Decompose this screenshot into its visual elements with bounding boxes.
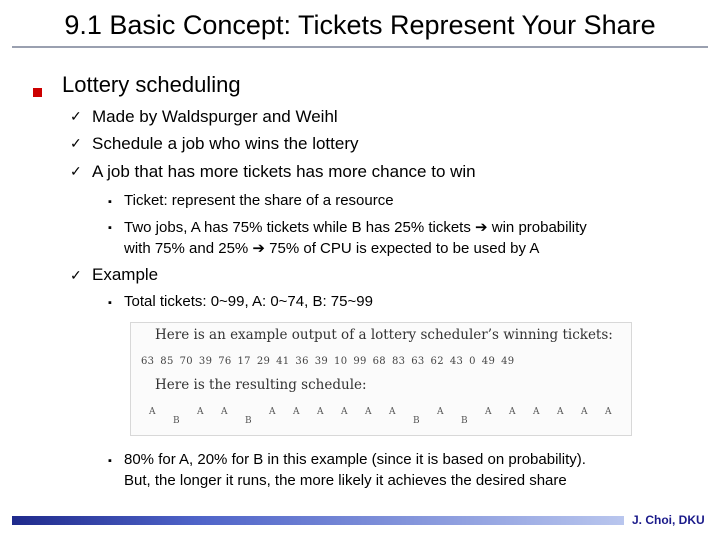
- checkmark-icon: ✓: [70, 108, 82, 124]
- example-label: Example: [92, 265, 159, 284]
- arrow-right-icon: ➔: [475, 219, 488, 236]
- schedule-slot: A: [221, 407, 228, 417]
- schedule-slot: A: [557, 407, 564, 417]
- title-underline: [12, 46, 708, 48]
- small-square-bullet-icon: ▪: [108, 196, 112, 208]
- figure-caption-schedule: Here is the resulting schedule:: [155, 377, 367, 393]
- schedule-slot: A: [197, 407, 204, 417]
- resulting-schedule: [141, 407, 621, 427]
- sub-point-ticket: Ticket: represent the share of a resource: [124, 192, 394, 209]
- schedule-slot: B: [173, 416, 180, 426]
- schedule-slot: B: [461, 416, 468, 426]
- schedule-slot: A: [509, 407, 516, 417]
- small-square-bullet-icon: ▪: [108, 222, 112, 234]
- lottery-example-figure: [130, 322, 632, 436]
- checkmark-icon: ✓: [70, 135, 82, 151]
- winning-ticket-numbers: 63 85 70 39 76 17 29 41 36 39 10 99 68 83 63 62 43 0 49 49: [141, 356, 515, 367]
- schedule-slot: A: [605, 407, 612, 417]
- schedule-slot: B: [413, 416, 420, 426]
- heading-lottery: Lottery scheduling: [62, 72, 241, 97]
- schedule-slot: A: [293, 407, 300, 417]
- schedule-slot: A: [581, 407, 588, 417]
- schedule-slot: A: [389, 407, 396, 417]
- footer-gradient-bar: [12, 516, 624, 525]
- square-bullet-icon: [33, 88, 42, 97]
- schedule-slot: A: [317, 407, 324, 417]
- small-square-bullet-icon: ▪: [108, 455, 112, 467]
- schedule-slot: A: [341, 407, 348, 417]
- schedule-slot: A: [149, 407, 156, 417]
- conclusion-line-2: But, the longer it runs, the more likely it achieves the desired share: [124, 472, 567, 489]
- footer-author: J. Choi, DKU: [632, 513, 705, 527]
- example-tickets: Total tickets: 0~99, A: 0~74, B: 75~99: [124, 293, 373, 310]
- point-1: Made by Waldspurger and Weihl: [92, 107, 338, 126]
- schedule-slot: A: [269, 407, 276, 417]
- schedule-slot: A: [533, 407, 540, 417]
- sub-point-two-jobs-cont: with 75% and 25% ➔ 75% of CPU is expected to be used by A: [124, 240, 540, 257]
- schedule-slot: A: [365, 407, 372, 417]
- point-2: Schedule a job who wins the lottery: [92, 134, 359, 153]
- checkmark-icon: ✓: [70, 267, 82, 283]
- checkmark-icon: ✓: [70, 163, 82, 179]
- schedule-slot: A: [485, 407, 492, 417]
- figure-caption-tickets: Here is an example output of a lottery scheduler’s winning tickets:: [155, 327, 613, 343]
- slide-title: 9.1 Basic Concept: Tickets Represent Your Share: [64, 10, 656, 40]
- schedule-slot: B: [245, 416, 252, 426]
- conclusion-line-1: 80% for A, 20% for B in this example (since it is based on probability).: [124, 451, 586, 468]
- sub-point-two-jobs: Two jobs, A has 75% tickets while B has 25% tickets ➔ win probability: [124, 219, 587, 236]
- point-3: A job that has more tickets has more chance to win: [92, 162, 476, 181]
- schedule-slot: A: [437, 407, 444, 417]
- arrow-right-icon: ➔: [252, 240, 265, 257]
- small-square-bullet-icon: ▪: [108, 297, 112, 309]
